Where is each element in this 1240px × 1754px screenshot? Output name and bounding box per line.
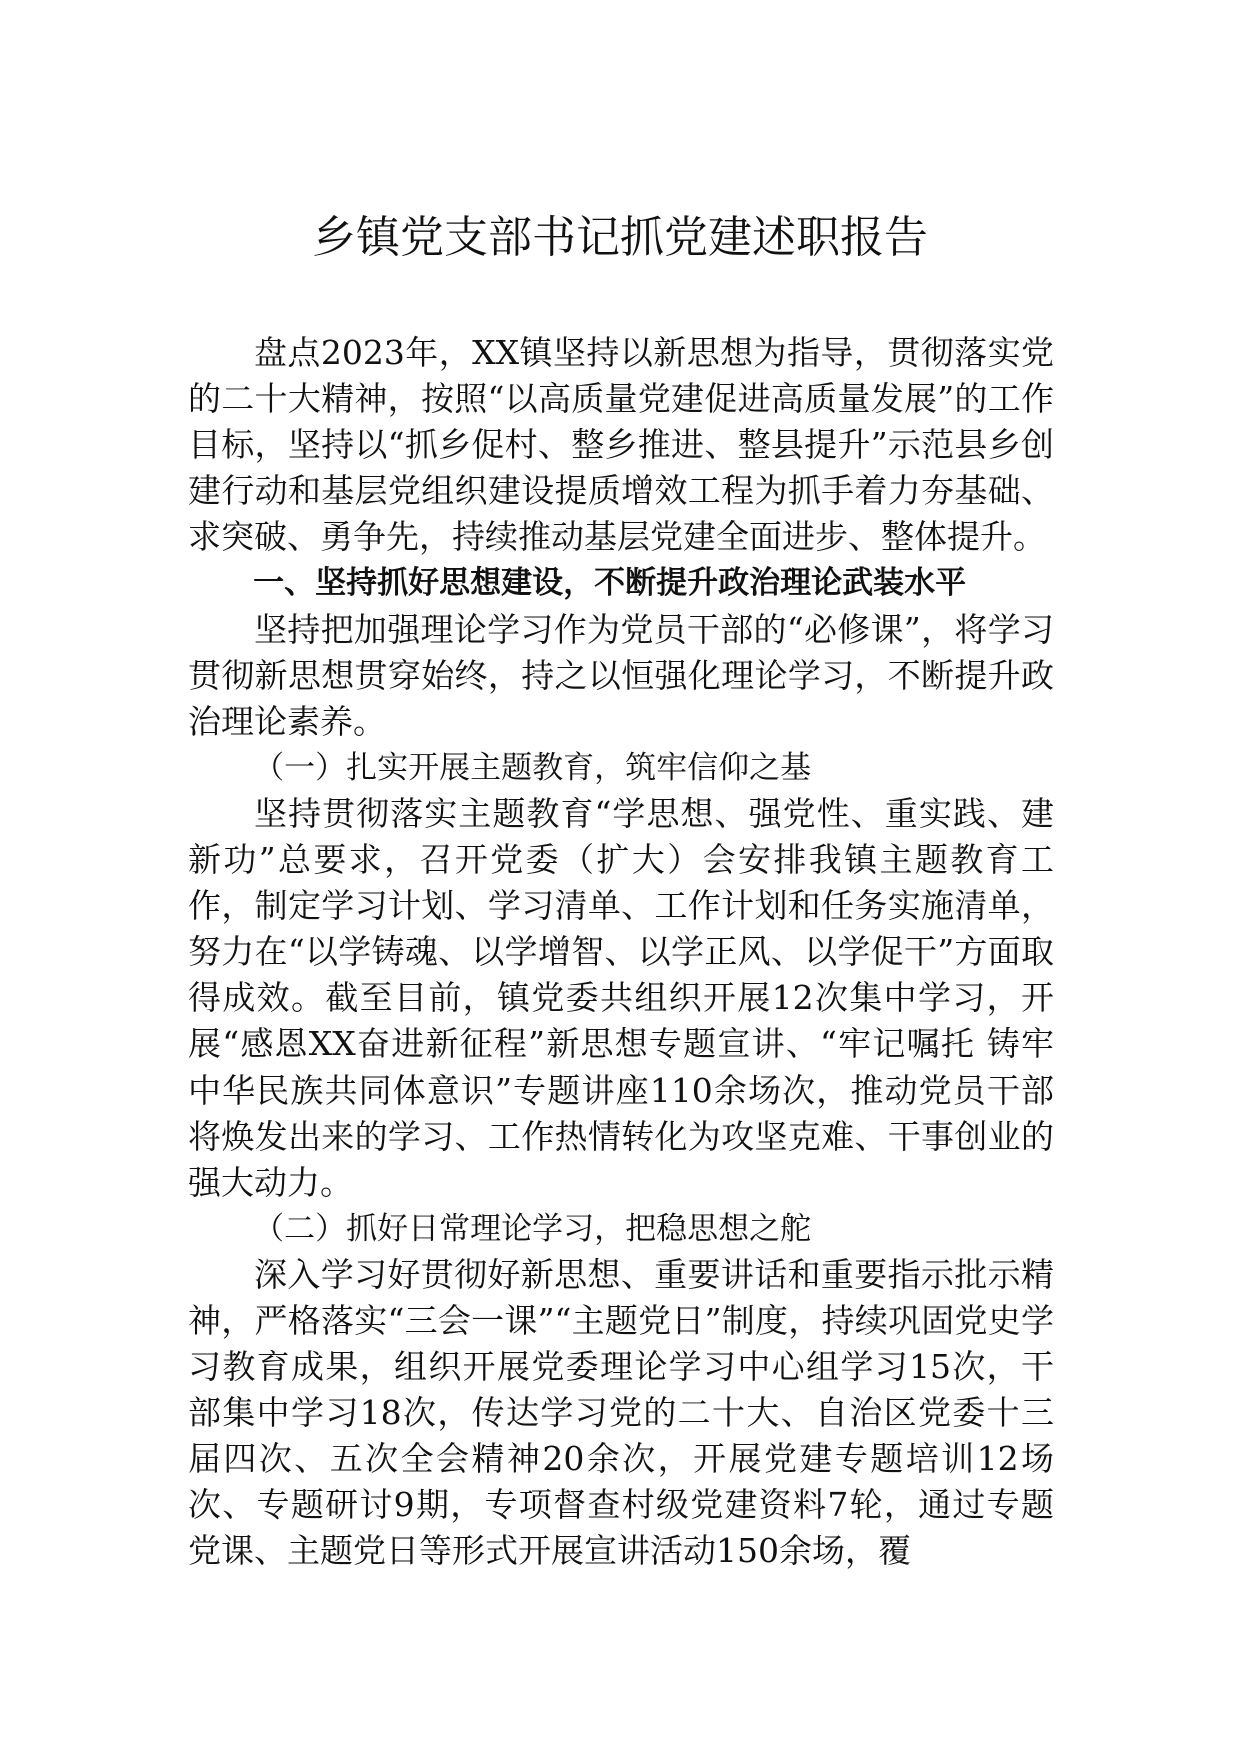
document-body xyxy=(188,330,1054,1575)
section-1-paragraph: 坚持把加强理论学习作为党员干部的“必修课”，将学习贯彻新思想贯穿始终，持之以恒强化理论学习，不断提升政治理论素养。 xyxy=(188,609,1054,741)
intro-paragraph: 盘点2023年，XX镇坚持以新思想为指导，贯彻落实党的二十大精神，按照“以高质量党建促进高质量发展”的工作目标，坚持以“抓乡促村、整乡推进、整县提升”示范县乡创建行动和基层党组织建设提质增效工程为抓手着力夯基础、求突破、勇争先，持续推动基层党建全面进步、整体提升。 xyxy=(188,333,1054,557)
subsection-heading-2: （二）抓好日常理论学习，把稳思想之舵 xyxy=(253,1210,812,1247)
subsection-2-paragraph: 深入学习好贯彻好新思想、重要讲话和重要指示批示精神，严格落实“三会一课”“主题党日”制度，持续巩固党史学习教育成果，组织开展党委理论学习中心组学习15次，干部集中学习18次，传达学习党的二十大、自治区党委十三届四次、五次全会精神20余次，开展党建专题培训12场次、专题研讨9期，专项督查村级党建资料7轮，通过专题党课、主题党日等形式开展宣讲活动150余场，覆 xyxy=(188,1254,1054,1571)
subsection-heading-1: （一）扎实开展主题教育，筑牢信仰之基 xyxy=(253,749,812,786)
section-heading-1: 一、坚持抓好思想建设，不断提升政治理论武装水平 xyxy=(253,565,967,602)
document-title: 乡镇党支部书记抓党建述职报告 xyxy=(312,212,928,263)
subsection-1-paragraph: 坚持贯彻落实主题教育“学思想、强党性、重实践、建新功”总要求，召开党委（扩大）会安排我镇主题教育工作，制定学习计划、学习清单、工作计划和任务实施清单，努力在“以学铸魂、以学增智、以学正风、以学促干”方面取得成效。截至目前，镇党委共组织开展12次集中学习，开展“感恩XX奋进新征程”新思想专题宣讲、“牢记嘱托 铸牢中华民族共同体意识”专题讲座110余场次，推动党员干部将焕发出来的学习、工作热情转化为攻坚克难、干事创业的强大动力。 xyxy=(188,793,1054,1202)
